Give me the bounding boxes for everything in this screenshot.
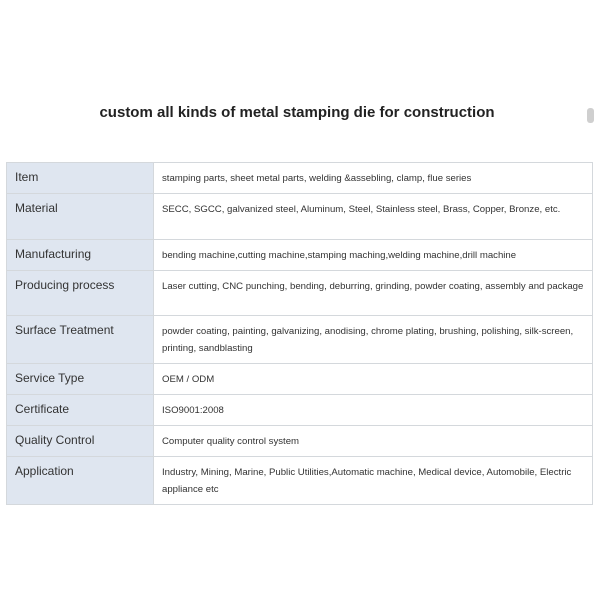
row-label: Application bbox=[7, 457, 154, 505]
table-row bbox=[7, 271, 593, 316]
scrollbar-thumb[interactable] bbox=[587, 108, 594, 123]
row-value: Industry, Mining, Marine, Public Utilities,Automatic machine, Medical device, Automobile, Electric appliance etc bbox=[154, 457, 593, 505]
row-label: Surface Treatment bbox=[7, 316, 154, 364]
row-label: Producing process bbox=[7, 271, 154, 316]
row-value: bending machine,cutting machine,stamping maching,welding machine,drill machine bbox=[154, 240, 593, 271]
table-row bbox=[7, 395, 593, 426]
row-label: Material bbox=[7, 194, 154, 240]
table-row bbox=[7, 426, 593, 457]
row-label: Certificate bbox=[7, 395, 154, 426]
row-value: SECC, SGCC, galvanized steel, Aluminum, Steel, Stainless steel, Brass, Copper, Bronze, etc. bbox=[154, 194, 593, 240]
row-value: Laser cutting, CNC punching, bending, deburring, grinding, powder coating, assembly and package bbox=[154, 271, 593, 316]
spec-table bbox=[6, 162, 593, 505]
row-value: powder coating, painting, galvanizing, anodising, chrome plating, brushing, polishing, silk-screen, printing, sandblasting bbox=[154, 316, 593, 364]
table-row bbox=[7, 457, 593, 505]
row-label: Service Type bbox=[7, 364, 154, 395]
table-row bbox=[7, 364, 593, 395]
row-value: Computer quality control system bbox=[154, 426, 593, 457]
page-title: custom all kinds of metal stamping die for construction bbox=[99, 104, 495, 121]
row-label: Manufacturing bbox=[7, 240, 154, 271]
table-row bbox=[7, 194, 593, 240]
table-row bbox=[7, 316, 593, 364]
row-value: stamping parts, sheet metal parts, welding &assebling, clamp, flue series bbox=[154, 163, 593, 194]
table-row bbox=[7, 240, 593, 271]
row-value: OEM / ODM bbox=[154, 364, 593, 395]
row-value: ISO9001:2008 bbox=[154, 395, 593, 426]
row-label: Quality Control bbox=[7, 426, 154, 457]
table-row bbox=[7, 163, 593, 194]
row-label: Item bbox=[7, 163, 154, 194]
